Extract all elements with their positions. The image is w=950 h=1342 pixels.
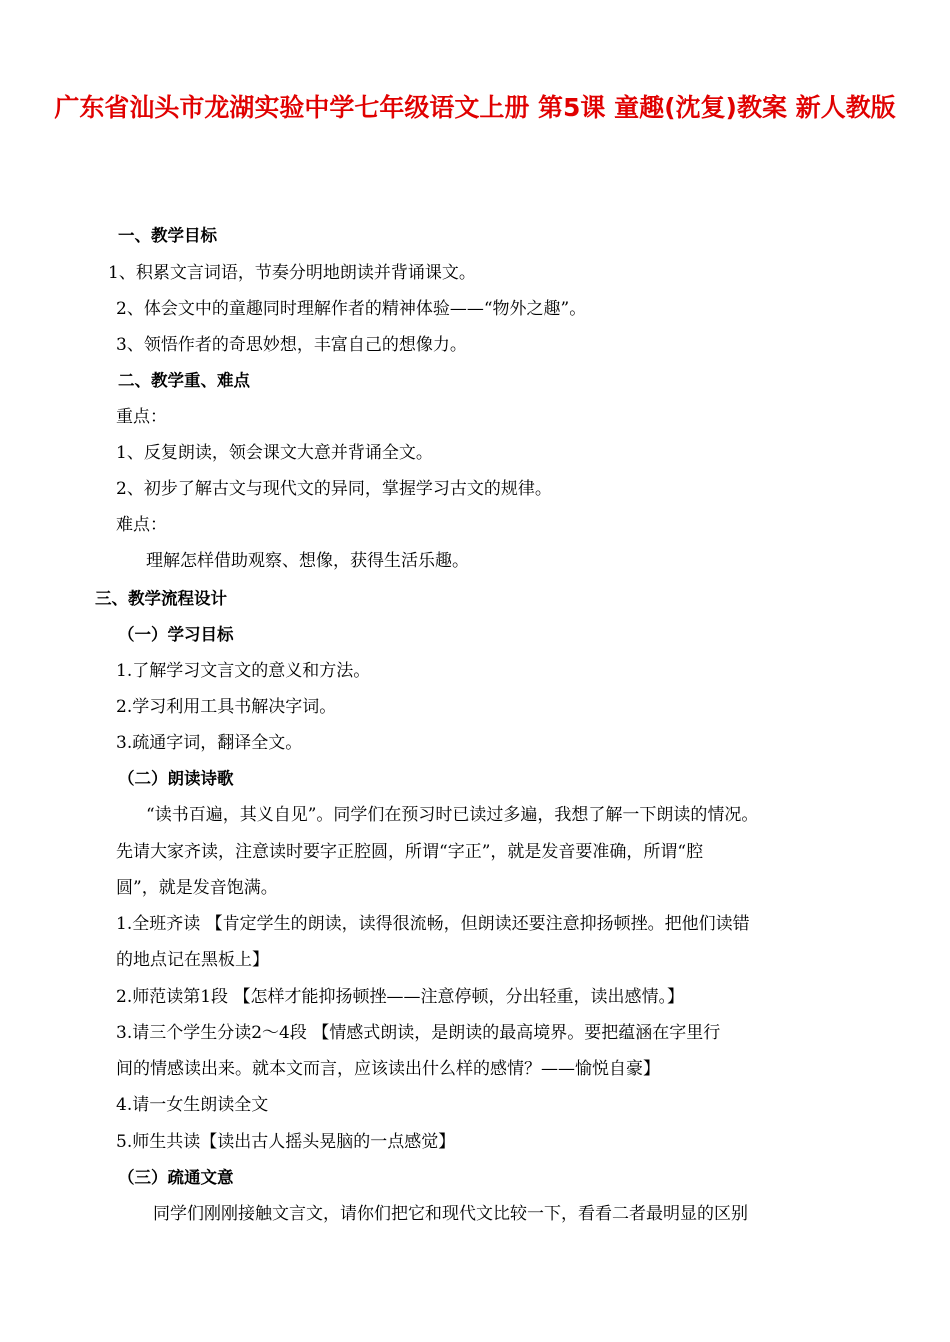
paragraph-line: 同学们刚刚接触文言文，请你们把它和现代文比较一下，看看二者最明显的区别	[153, 1204, 748, 1224]
paragraph-line: 圆”，就是发音饱满。	[116, 878, 278, 898]
subsection-heading-goals: （一）学习目标	[118, 625, 234, 644]
section-heading-key-points: 二、教学重、难点	[118, 371, 250, 390]
reading-step-continued: 间的情感读出来。就本文而言，应该读出什么样的感情？——愉悦自豪】	[116, 1059, 660, 1079]
reading-step-continued: 的地点记在黑板上】	[116, 950, 269, 970]
objective-item: 3、领悟作者的奇思妙想，丰富自己的想像力。	[116, 335, 467, 355]
difficult-point-text: 理解怎样借助观察、想像，获得生活乐趣。	[146, 551, 469, 571]
section-heading-process: 三、教学流程设计	[95, 589, 227, 608]
document-title: 广东省汕头市龙湖实验中学七年级语文上册 第5课 童趣(沈复)教案 新人教版	[54, 93, 896, 122]
subsection-heading-reading: （二）朗读诗歌	[118, 769, 234, 788]
goal-item: 3.疏通字词，翻译全文。	[116, 733, 303, 753]
key-point-item: 2、初步了解古文与现代文的异同，掌握学习古文的规律。	[116, 479, 552, 499]
subsection-heading-comprehension: （三）疏通文意	[118, 1168, 234, 1187]
key-point-item: 1、反复朗读，领会课文大意并背诵全文。	[116, 443, 433, 463]
key-points-label: 重点：	[116, 407, 167, 427]
goal-item: 1.了解学习文言文的意义和方法。	[116, 661, 371, 681]
objective-item: 1、积累文言词语，节奏分明地朗读并背诵课文。	[108, 263, 476, 283]
paragraph-line: “读书百遍，其义自见”。同学们在预习时已读过多遍，我想了解一下朗读的情况。	[146, 805, 759, 825]
reading-step: 3.请三个学生分读2～4段 【情感式朗读，是朗读的最高境界。要把蕴涵在字里行	[116, 1023, 721, 1043]
paragraph-line: 先请大家齐读，注意读时要字正腔圆，所谓“字正”，就是发音要准确，所谓“腔	[116, 842, 704, 862]
reading-step: 5.师生共读【读出古人摇头晃脑的一点感觉】	[116, 1132, 456, 1152]
reading-step: 4.请一女生朗读全文	[116, 1095, 269, 1115]
goal-item: 2.学习利用工具书解决字词。	[116, 697, 337, 717]
objective-item: 2、体会文中的童趣同时理解作者的精神体验——“物外之趣”。	[116, 299, 587, 319]
difficult-points-label: 难点：	[116, 515, 167, 535]
reading-step: 2.师范读第1段 【怎样才能抑扬顿挫——注意停顿，分出轻重，读出感情。】	[116, 987, 684, 1007]
section-heading-objectives: 一、教学目标	[118, 226, 217, 245]
reading-step: 1.全班齐读 【肯定学生的朗读，读得很流畅，但朗读还要注意抑扬顿挫。把他们读错	[116, 914, 750, 934]
